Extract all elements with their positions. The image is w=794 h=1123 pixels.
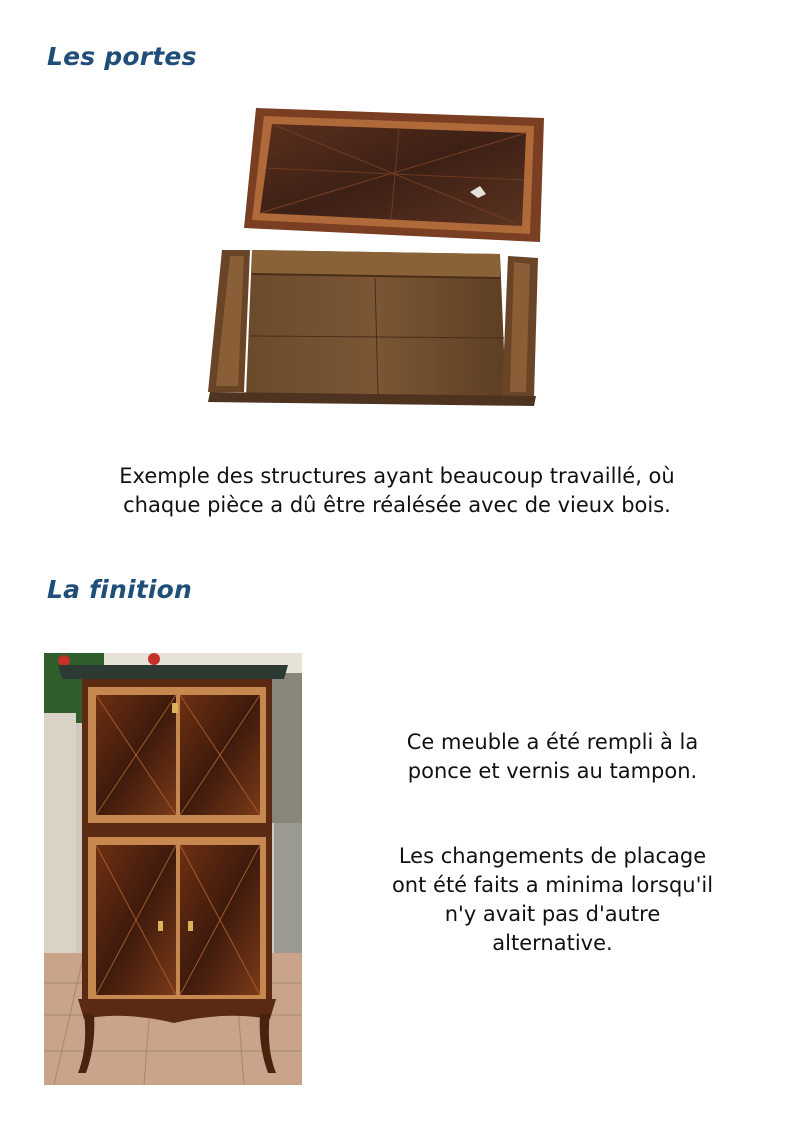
veneer-changes-text bbox=[355, 842, 750, 958]
doors-photo bbox=[200, 100, 560, 420]
veneer-text-line: ont été faits a minima lorsqu'il bbox=[391, 873, 714, 897]
finish-text bbox=[355, 728, 750, 786]
section-title-doors: Les portes bbox=[47, 42, 197, 71]
caption-line: Exemple des structures ayant beaucoup travaillé, où bbox=[119, 464, 675, 488]
veneer-text-line: alternative. bbox=[492, 931, 613, 955]
veneer-text-line: Les changements de placage bbox=[398, 844, 707, 868]
doors-caption bbox=[60, 462, 734, 520]
section-title-finish: La finition bbox=[47, 575, 193, 604]
caption-line: chaque pièce a dû être réalésée avec de vieux bois. bbox=[123, 493, 671, 517]
finish-text-line: Ce meuble a été rempli à la bbox=[406, 730, 699, 754]
finish-text-line: ponce et vernis au tampon. bbox=[407, 759, 698, 783]
veneer-text-line: n'y avait pas d'autre bbox=[444, 902, 661, 926]
cabinet-photo bbox=[44, 653, 302, 1085]
